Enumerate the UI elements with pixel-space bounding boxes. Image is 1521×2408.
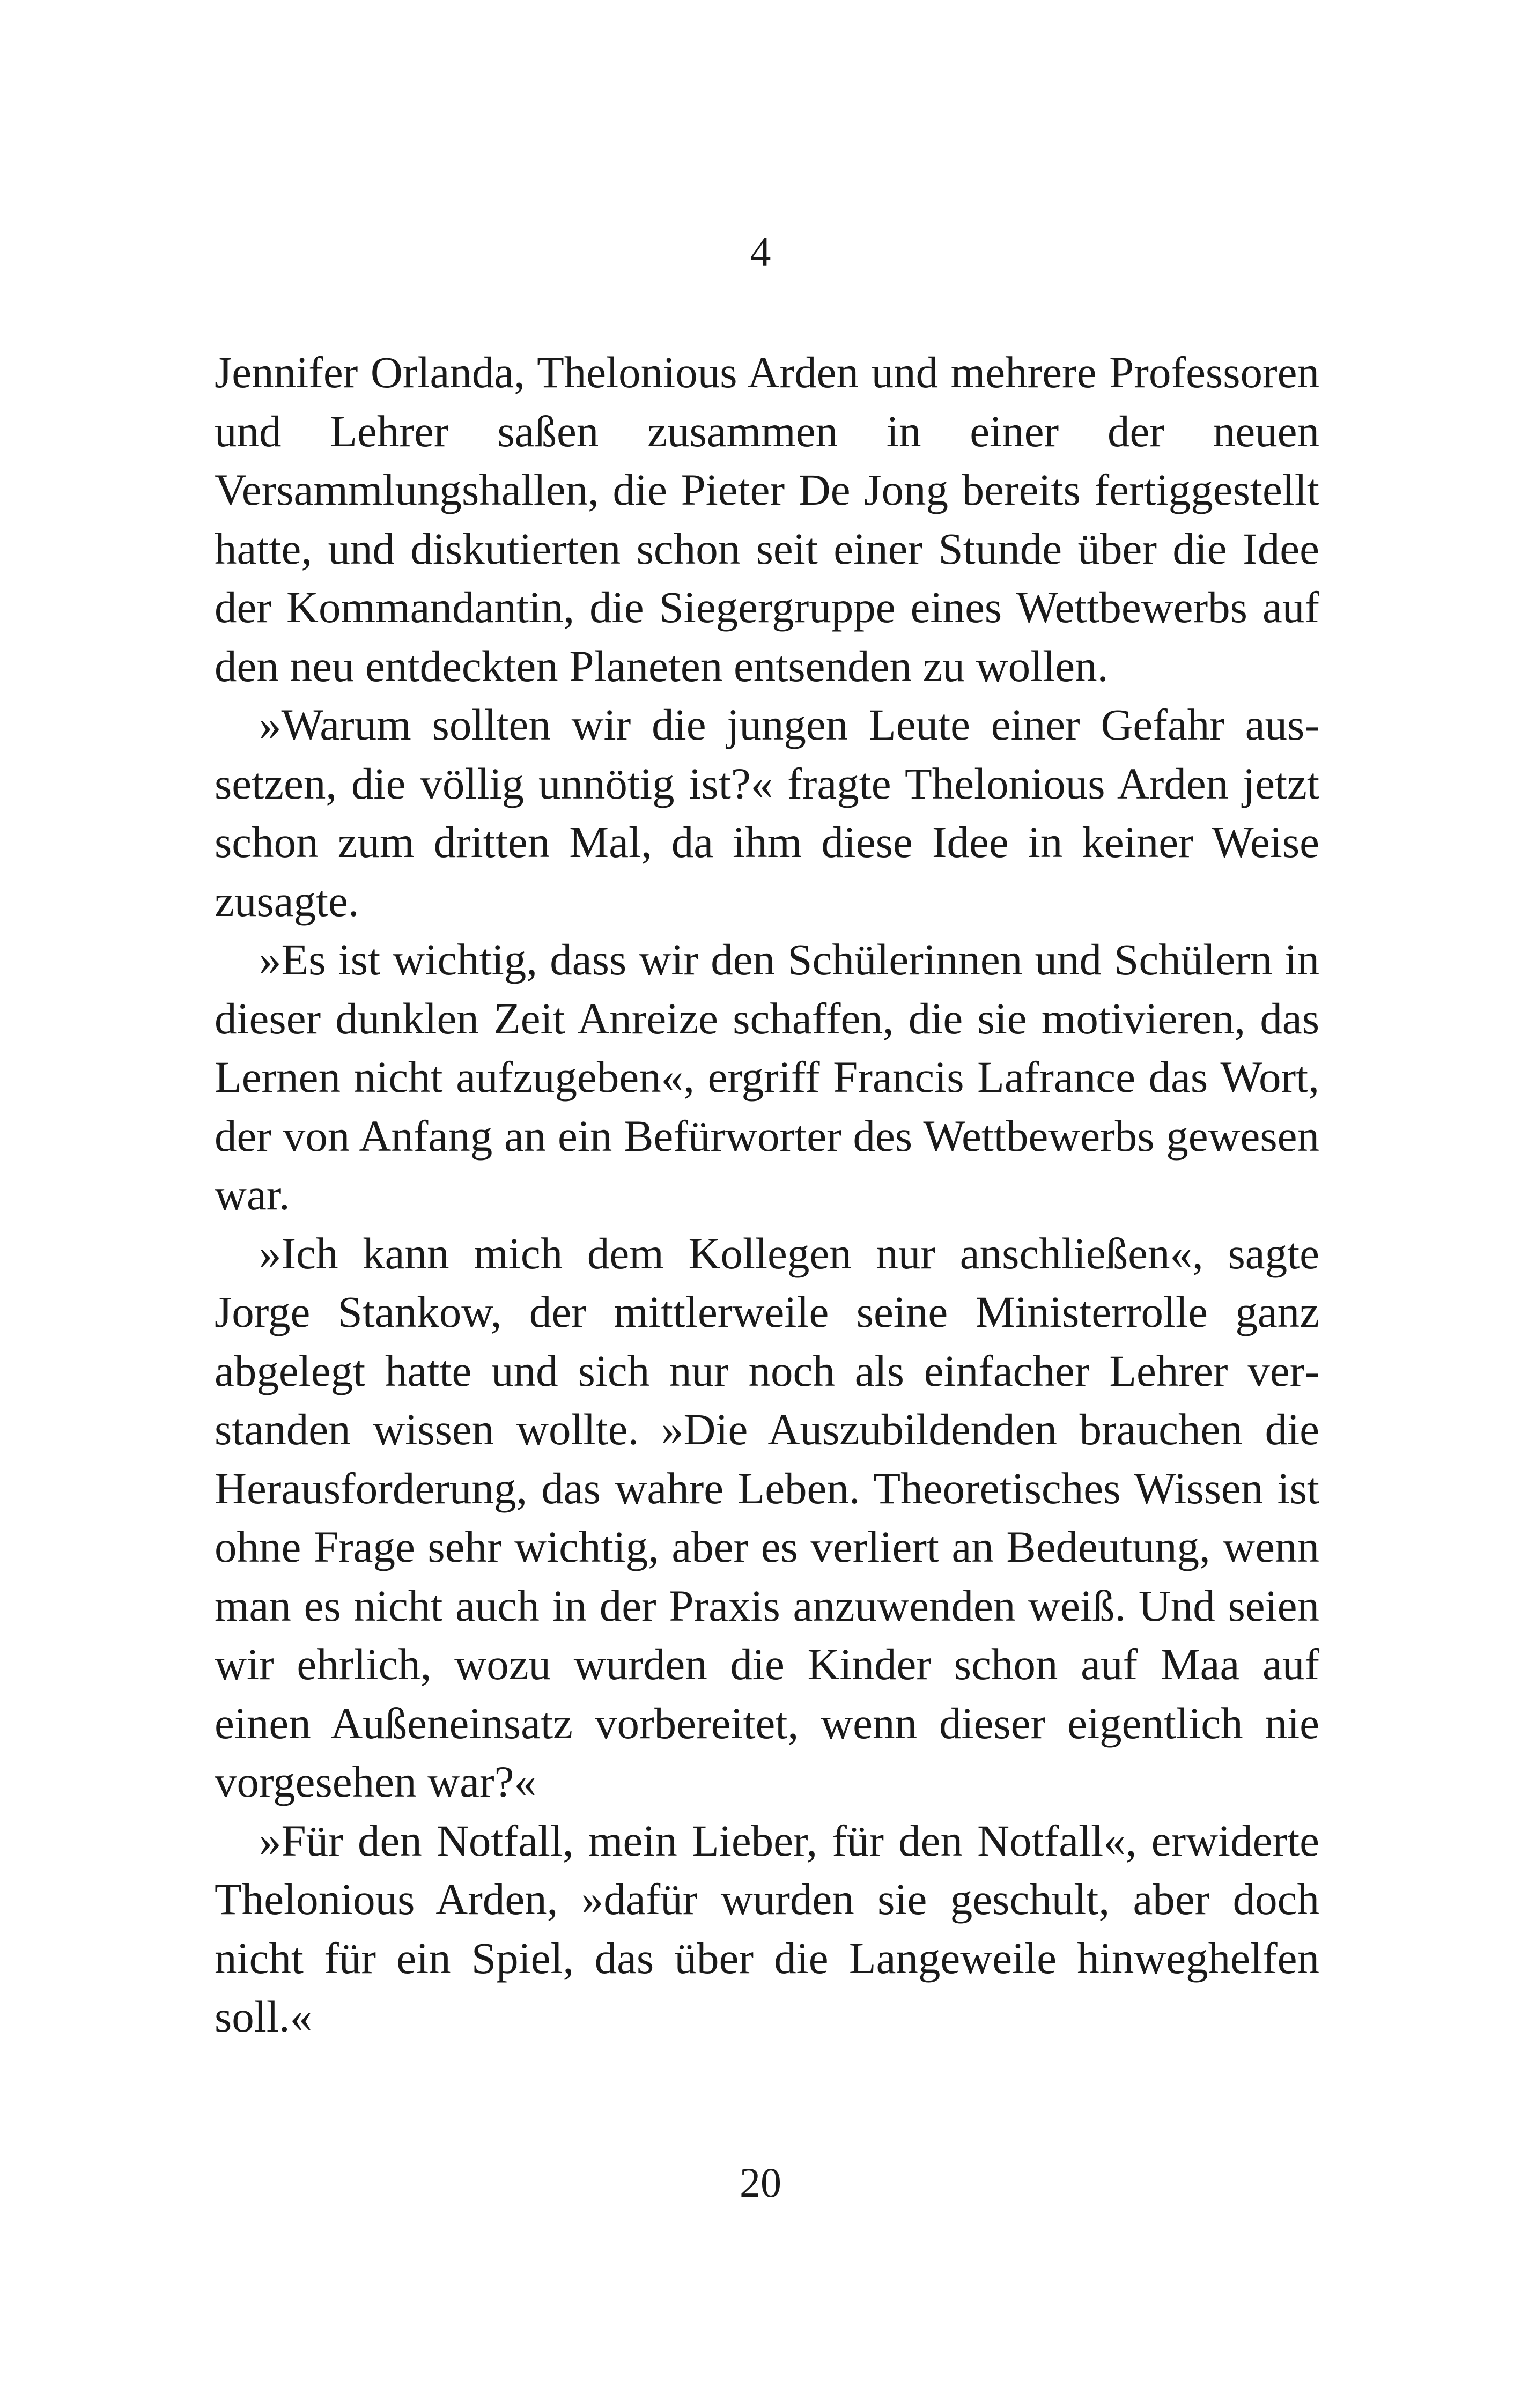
page-number: 20 [740,2159,781,2206]
paragraph-1: Jennifer Orlanda, Thelonious Arden und mehrere Professoren und Lehrer saßen zusammen in einer der neuen Versammlungshallen, die Pieter De Jong bereits fertiggestellt hatte, und diskutierten schon seit einer Stunde über die Idee der Kommandantin, die Siegergruppe eines Wettbewerbs auf den neu entdeckten Planeten entsenden zu wollen. [215,348,1319,691]
paragraph-2: »Warum sollten wir die jungen Leute einer Gefahr aussetzen, die völlig unnötig ist?« fragte Thelonious Arden jetzt schon zum dritten Mal, da ihm diese Idee in keiner Weise zusagte. [215,700,1319,926]
paragraph-3: »Es ist wichtig, dass wir den Schülerinnen und Schülern in dieser dunklen Zeit Anreize schaffen, die sie motivieren, das Lernen nicht aufzugeben«, ergriff Francis Lafrance das Wort, der von Anfang an ein Befürworter des Wettbewerbs gewesen war. [215,935,1319,1219]
chapter-number: 4 [750,228,771,275]
paragraph-4: »Ich kann mich dem Kollegen nur anschließen«, sagte Jorge Stankow, der mittlerweile seine Ministerrolle ganz abgelegt hatte und sich nur noch als einfacher Lehrer verstanden wissen wollte. »Die Auszubildenden brauchen die Herausforderung, das wahre Leben. Theoretisches Wissen ist ohne Frage sehr wichtig, aber es verliert an Bedeutung, wenn man es nicht auch in der Praxis anzuwenden weiß. Und seien wir ehrlich, wozu wurden die Kinder schon auf Maa auf einen Außeneinsatz vorbereitet, wenn dieser eigentlich nie vorgesehen war?« [215,1228,1319,1806]
body-text [215,343,1319,2047]
paragraph-5: »Für den Notfall, mein Lieber, für den Notfall«, erwiderte Thelonious Arden, »dafür wurden sie geschult, aber doch nicht für ein Spiel, das über die Langeweile hinweghelfen soll.« [215,1815,1319,2041]
